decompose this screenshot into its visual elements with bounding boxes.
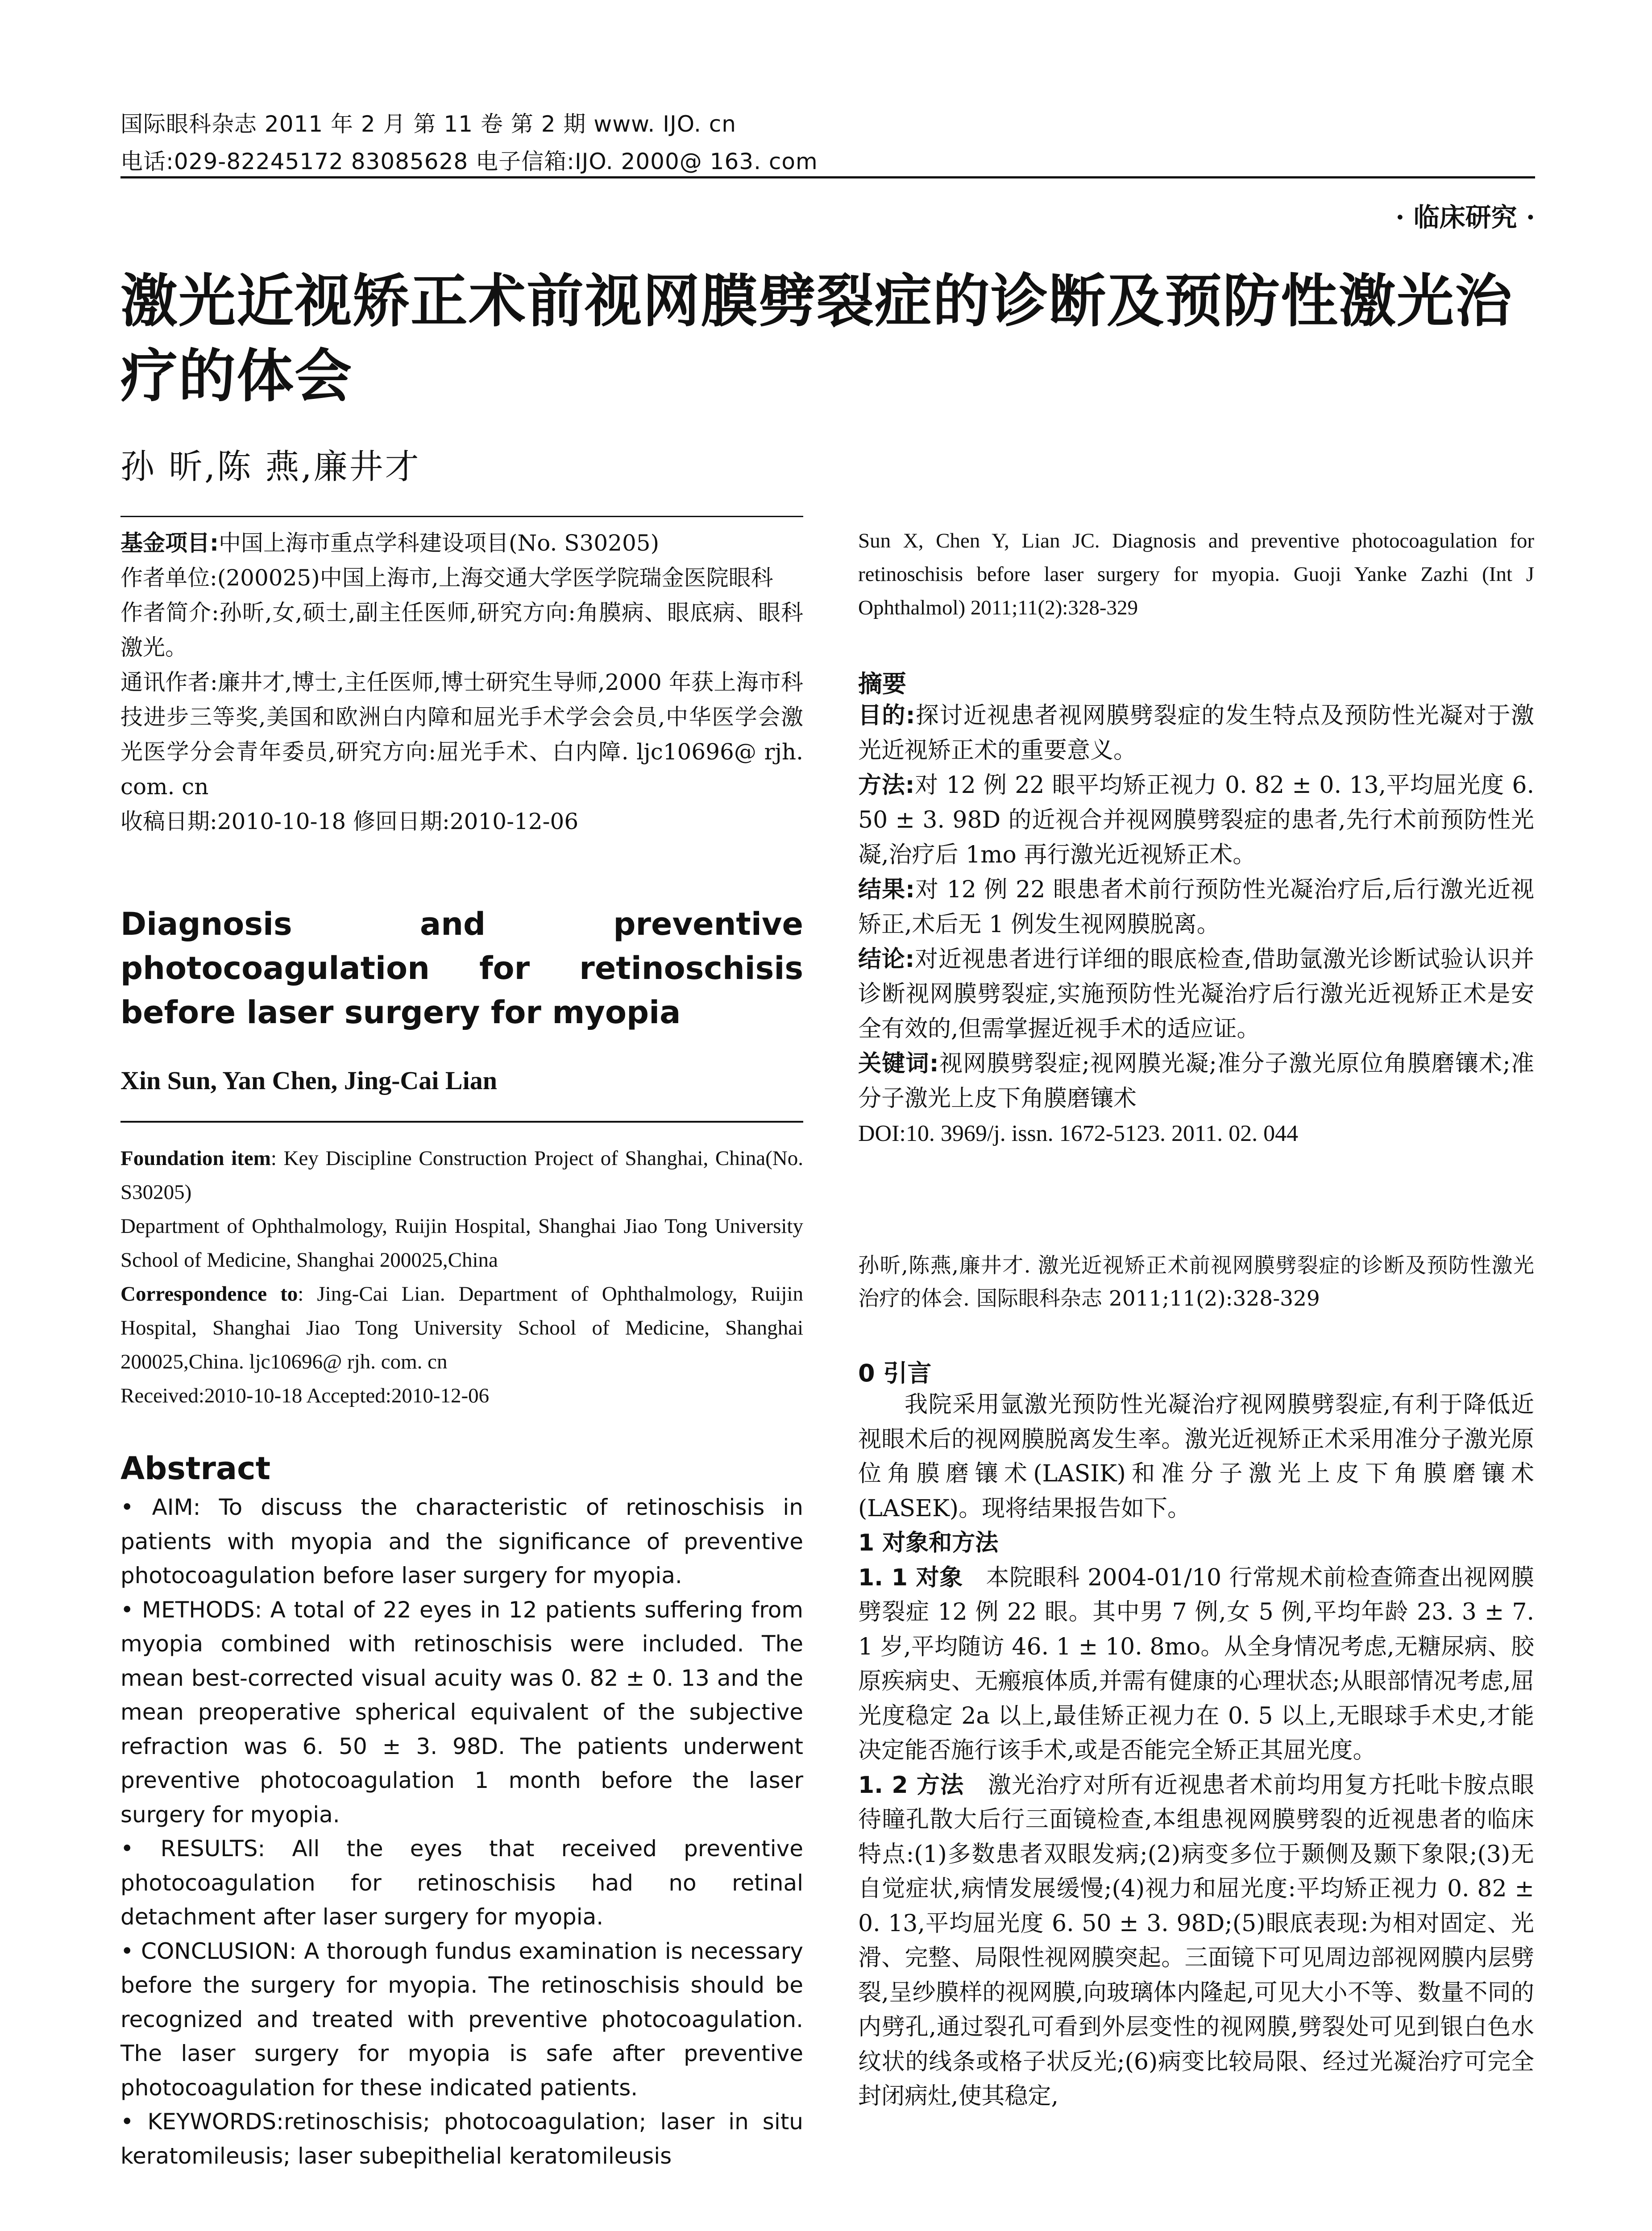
article-title-cn: 激光近视矫正术前视网膜劈裂症的诊断及预防性激光治疗的体会 (120, 268, 1513, 410)
abstract-item: • METHODS: A total of 22 eyes in 12 patients suffering from myopia combined with retinoschisis were included. The mean best-corrected visual acuity was 0. 82 ± 0. 13 and the mean preoperative spherical equivalent of the subjective refraction was 6. 50 ± 3. 98D. The patients underwent preventive photocoagulation 1 month before the laser surgery for myopia. (120, 1597, 803, 1828)
section-heading-methods: 1 对象和方法 (858, 1530, 999, 1556)
meta-item: Foundation item: Key Discipline Construction Project of Shanghai, China(No. S30205) (120, 1147, 803, 1204)
journal-contact-line: 电话:029-82245172 83085628 电子信箱:IJO. 2000@ 163. com (120, 149, 818, 174)
meta-label: 基金项目: (120, 530, 219, 556)
paragraph: 1. 1 对象 本院眼科 2004-01/10 行常规术前检查筛查出视网膜劈裂症 12 例 22 眼。其中男 7 例,女 5 例,平均年龄 23. 3 ± 7. 1 岁,平均随访 46. 1 ± 10. 8mo。从全身情况考虑,无糖尿病、胶原疾病史、无瘢痕体质,并需有健康的心理状态;从眼部情况考虑,屈光度稳定 2a 以上,最佳矫正视力在 0. 5 以上,无眼球手术史,才能决定能否施行该手术,或是否能完全矫正其屈光度。 (858, 1564, 1535, 1764)
meta-item: Department of Ophthalmology, Ruijin Hospital, Shanghai Jiao Tong University School of Medicine, Shanghai 200025,China (120, 1215, 803, 1272)
meta-item: 通讯作者:廉井才,博士,主任医师,博士研究生导师,2000 年获上海市科技进步三等奖,美国和欧洲白内障和屈光手术学会会员,中华医学会激光医学分会青年委员,研究方向:屈光手术、白内障. ljc10696@ rjh. com. cn (120, 669, 803, 800)
meta-item: 作者单位:(200025)中国上海市,上海交通大学医学院瑞金医院眼科 (120, 565, 773, 591)
abstract-item: • CONCLUSION: A thorough fundus examination is necessary before the surgery for myopia. The retinoschisis should be recognized and treated with preventive photocoagulation. The laser surgery for myopia is safe after preventive photocoagulation for these indicated patients. (120, 1938, 803, 2101)
abstract-heading: Abstract (120, 1450, 271, 1487)
abstract-cn-item: 方法:对 12 例 22 眼平均矫正视力 0. 82 ± 0. 13,平均屈光度 6. 50 ± 3. 98D 的近视合并视网膜劈裂症的患者,先行术前预防性光凝,治疗后 1mo 再行激光近视矫正术。 (858, 772, 1535, 868)
abstract-cn-item: 关键词:视网膜劈裂症;视网膜光凝;准分子激光原位角膜磨镶术;准分子激光上皮下角膜磨镶术 (858, 1050, 1534, 1112)
meta-item: 基金项目:中国上海市重点学科建设项目(No. S30205) (120, 530, 660, 556)
journal-info-line: 国际眼科杂志 2011 年 2 月 第 11 卷 第 2 期 www. IJO. cn (120, 111, 736, 137)
abstract-cn-heading: 摘要 (858, 670, 906, 698)
abstract-cn-item: 目的:探讨近视患者视网膜劈裂症的发生特点及预防性光凝对于激光近视矫正术的重要意义。 (858, 702, 1534, 764)
paragraph: 我院采用氩激光预防性光凝治疗视网膜劈裂症,有利于降低近视眼术后的视网膜脱离发生率。激光近视矫正术采用准分子激光原位角膜磨镶术(LASIK)和准分子激光上皮下角膜磨镶术(LASEK)。现将结果报告如下。 (858, 1391, 1534, 1522)
meta-divider (120, 516, 803, 517)
citation-en: Sun X, Chen Y, Lian JC. Diagnosis and preventive photocoagulation for retinoschisis before laser surgery for myopia. Guoji Yanke Zazhi (Int J Ophthalmol) 2011;11(2):328-329 (858, 529, 1534, 619)
meta-item: Received:2010-10-18 Accepted:2010-12-06 (120, 1384, 490, 1407)
section-label: · 临床研究 · (1395, 202, 1535, 232)
abstract-item: • AIM: To discuss the characteristic of retinoschisis in patients with myopia and the significance of preventive photocoagulation before laser surgery for myopia. (120, 1494, 803, 1588)
abstract-cn-item: 结果:对 12 例 22 眼患者术前行预防性光凝治疗后,后行激光近视矫正,术后无 1 例发生视网膜脱离。 (858, 876, 1535, 938)
abstract-cn-item: 结论:对近视患者进行详细的眼底检查,借助氩激光诊断试验认识并诊断视网膜劈裂症,实施预防性光凝治疗后行激光近视矫正术是安全有效的,但需掌握近视手术的适应证。 (858, 946, 1535, 1042)
abstract-cn-item: DOI:10. 3969/j. issn. 1672-5123. 2011. 02. 044 (858, 1121, 1299, 1146)
meta-item: 作者简介:孙昕,女,硕士,副主任医师,研究方向:角膜病、眼底病、眼科激光。 (120, 600, 803, 660)
abstract-item: • KEYWORDS:retinoschisis; photocoagulation; laser in situ keratomileusis; laser subepithelial keratomileusis (120, 2109, 803, 2169)
article-meta-en (120, 1141, 803, 1413)
en-meta-divider (120, 1121, 803, 1123)
abstract-item: • RESULTS: All the eyes that received preventive photocoagulation for retinoschisis had no retinal detachment after laser surgery for myopia. (120, 1836, 803, 1930)
abstract-en (120, 1490, 803, 2173)
paragraph: 1. 2 方法 激光治疗对所有近视患者术前均用复方托吡卡胺点眼待瞳孔散大后行三面镜检查,本组患视网膜劈裂的近视患者的临床特点:(1)多数患者双眼发病;(2)病变多位于颞侧及颞下象限;(3)无自觉症状,病情发展缓慢;(4)视力和屈光度:平均矫正视力 0. 82 ± 0. 13,平均屈光度 6. 50 ± 3. 98D;(5)眼底表现:为相对固定、光滑、完整、局限性视网膜突起。三面镜下可见周边部视网膜内层劈裂,呈纱膜样的视网膜,向玻璃体内隆起,可见大小不等、数量不同的内劈孔,通过裂孔可看到外层变性的视网膜,劈裂处可见到银白色水纹状的线条或格子状反光;(6)病变比较局限、经过光凝治疗可完全封闭病灶,使其稳定, (858, 1771, 1534, 2110)
authors-cn: 孙 昕,陈 燕,廉井才 (120, 447, 421, 486)
header-divider (120, 176, 1535, 178)
meta-item: 收稿日期:2010-10-18 修回日期:2010-12-06 (120, 809, 579, 834)
meta-item: Correspondence to: Jing-Cai Lian. Department of Ophthalmology, Ruijin Hospital, Shanghai Jiao Tong University School of Medicine, Shanghai 200025,China. ljc10696@ rjh. com. cn (120, 1282, 803, 1373)
citation-cn: 孙昕,陈燕,廉井才. 激光近视矫正术前视网膜劈裂症的诊断及预防性激光治疗的体会. 国际眼科杂志 2011;11(2):328-329 (858, 1253, 1534, 1311)
article-body (858, 1388, 1534, 2114)
abstract-cn (858, 698, 1534, 1151)
authors-en: Xin Sun, Yan Chen, Jing-Cai Lian (120, 1066, 497, 1095)
article-title-en: Diagnosis and preventive photocoagulation for retinoschisis before laser surgery for myopia (120, 906, 803, 1031)
article-meta-cn (120, 526, 803, 839)
section-heading-intro: 0 引言 (858, 1359, 932, 1387)
